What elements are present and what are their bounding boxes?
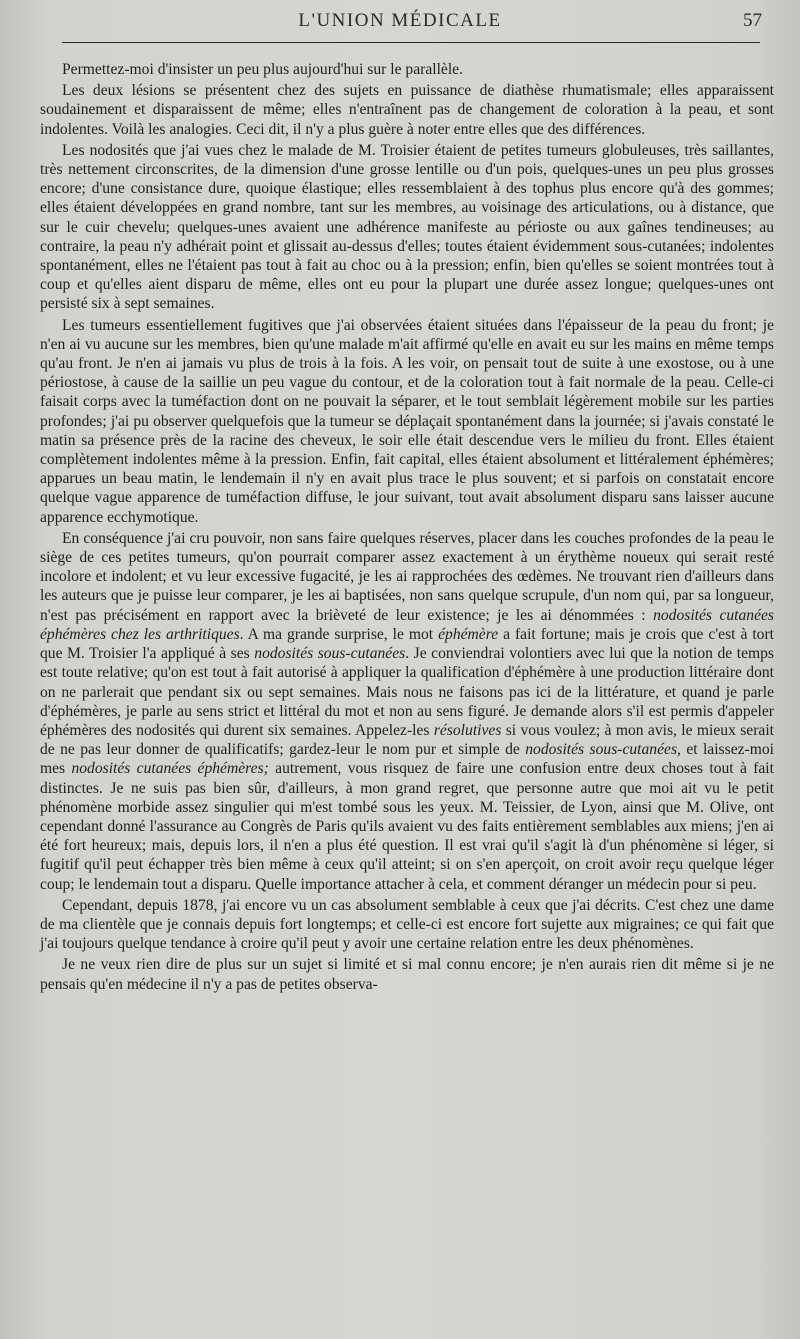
paragraph: Cependant, depuis 1878, j'ai encore vu un cas absolument semblable à ceux que j'ai décrits. C'est chez une dame de ma clientèle que je connais depuis fort longtemps; et celle-ci est encore fort sujette aux migraines; ce qui fait que j'ai toujours quelque tendance à croire qu'il peut y avoir une certaine relation entre les deux phénomènes.: [40, 896, 774, 953]
paragraph: Les deux lésions se présentent chez des sujets en puissance de diathèse rhumatismale; elles apparaissent soudainement et disparaissent de même; elles n'entraînent pas de changement de coloration à la peau, et sont indolentes. Voilà les analogies. Ceci dit, il n'y a plus guère à noter entre elles que des différences.: [40, 82, 774, 138]
header-rule: [62, 42, 760, 43]
paragraph: Les nodosités que j'ai vues chez le malade de M. Troisier étaient de petites tumeurs globuleuses, très saillantes, très nettement circonscrites, de la dimension d'une grosse lentille ou d'un pois, quelques-unes un peu plus grosses encore; d'une consistance dure, quoique élastique; elles ressemblaient à des tophus plus encore qu'à des gommes; elles étaient développées en grand nombre, tant sur les membres, au voisinage des articulations, ou à distance, que sur le cuir chevelu; quelques-unes avaient une adhérence manifeste au périoste ou aux gaînes tendineuses; au contraire, la peau n'y adhérait point et glissait au-dessus d'elles; toutes étaient évidemment sous-cutanées; indolentes spontanément, elles ne l'étaient pas tout à fait au choc ou à la pression; enfin, bien qu'elles se soient montrées tout à coup et qu'elles aient disparu de même, elles ont eu pour la plupart une durée assez longue; quelques-unes ont persisté six à sept semaines.: [40, 141, 774, 313]
paragraph: Je ne veux rien dire de plus sur un sujet si limité et si mal connu encore; je n'en aurais rien dit même si je ne pensais qu'en médecine il n'y a pas de petites observa-: [40, 956, 774, 993]
article-body: [40, 60, 774, 994]
paragraph: Permettez-moi d'insister un peu plus aujourd'hui sur le parallèle.: [62, 61, 463, 78]
running-title: L'UNION MÉDICALE: [298, 10, 502, 31]
page-header: [0, 6, 800, 36]
page-number: 57: [743, 10, 762, 31]
paragraph: Les tumeurs essentiellement fugitives que j'ai observées étaient situées dans l'épaisseur de la peau du front; je n'en ai vu aucune sur les membres, bien qu'une malade m'ait affirmé qu'elle en avait eu sur les mains en même temps qu'au front. Je n'en ai jamais vu plus de trois à la fois. A les voir, on pensait tout de suite à une exostose, ou à une périostose, à cause de la saillie un peu vague du contour, et de la coloration tout à fait normale de la peau. Celle-ci faisait corps avec la tuméfaction dont on ne pouvait la séparer, et le tout semblait légèrement mobile sur les parties profondes; j'ai pu observer quelquefois que la tumeur se déplaçait spontanément dans la journée; si j'avais constaté le matin sa présence près de la racine des cheveux, le soir elle était descendue vers le milieu du front. Elles étaient complètement indolentes même à la pression. Enfin, fait capital, elles étaient absolument et littéralement éphémères; apparues un beau matin, le lendemain il n'y en avait plus trace le plus souvent; et si parfois on constatait encore quelque vague apparence de tuméfaction diffuse, le jour suivant, tout avait absolument disparu sans laisser aucune apparence ecchymotique.: [40, 316, 774, 526]
paragraph: En conséquence j'ai cru pouvoir, non sans faire quelques réserves, placer dans les couches profondes de la peau le siège de ces petites tumeurs, qu'on pourrait comparer assez exactement à un érythème noueux qui serait resté incolore et indolent; et vu leur excessive fugacité, je les ai rapprochées des œdèmes. Ne trouvant rien d'ailleurs dans les auteurs que je puisse leur comparer, je les ai baptisées, non sans quelque scrupule, d'un nom qui, par sa longueur, n'est pas précisément en rapport avec la brièveté de leur existence; je les ai dénommées : nodosités cutanées éphémères chez les arthritiques. A ma grande surprise, le mot éphémère a fait fortune; mais je crois que c'est à tort que M. Troisier l'a appliqué à ses nodosités sous-cutanées. Je conviendrai volontiers avec lui que la notion de temps est toute relative; qu'on est tout à fait autorisé à appliquer la qualification d'éphémère à une production littéraire dont on ne parlerait que pendant six ou sept semaines. Mais nous ne faisons pas ici de la littérature, et quand je parle d'éphémères, je parle au sens strict et littéral du mot et non au sens figuré. Je demande alors s'il est permis d'appeler éphémères des nodosités qui durent six semaines. Appelez-les résolutives si vous voulez; à mon avis, le mieux serait de ne pas leur donner de qualificatifs; gardez-leur le nom pur et simple de nodosités sous-cutanées, et laissez-moi mes nodosités cutanées éphémères; autrement, vous risquez de faire une confusion entre deux choses tout à fait distinctes. Je ne suis pas bien sûr, d'ailleurs, à mon grand regret, que personne autre que moi ait vu le petit phénomène morbide assez singulier qui m'est tombé sous les yeux. M. Teissier, de Lyon, ainsi que M. Olive, ont cependant donné l'assurance au Congrès de Paris qu'ils avaient vu des faits entièrement semblables aux miens; j'en ai été fort heureux; mais, depuis lors, il n'en a plus été question. Il est vrai qu'il s'agit là d'un phénomène si léger, si fugitif qu'il peut échapper très bien même à ceux qu'il atteint; si on s'en aperçoit, on croit avoir reçu quelque léger coup; le lendemain tout a disparu. Quelle importance attacher à cela, et comment déranger un médecin pour si peu.: [40, 529, 774, 893]
